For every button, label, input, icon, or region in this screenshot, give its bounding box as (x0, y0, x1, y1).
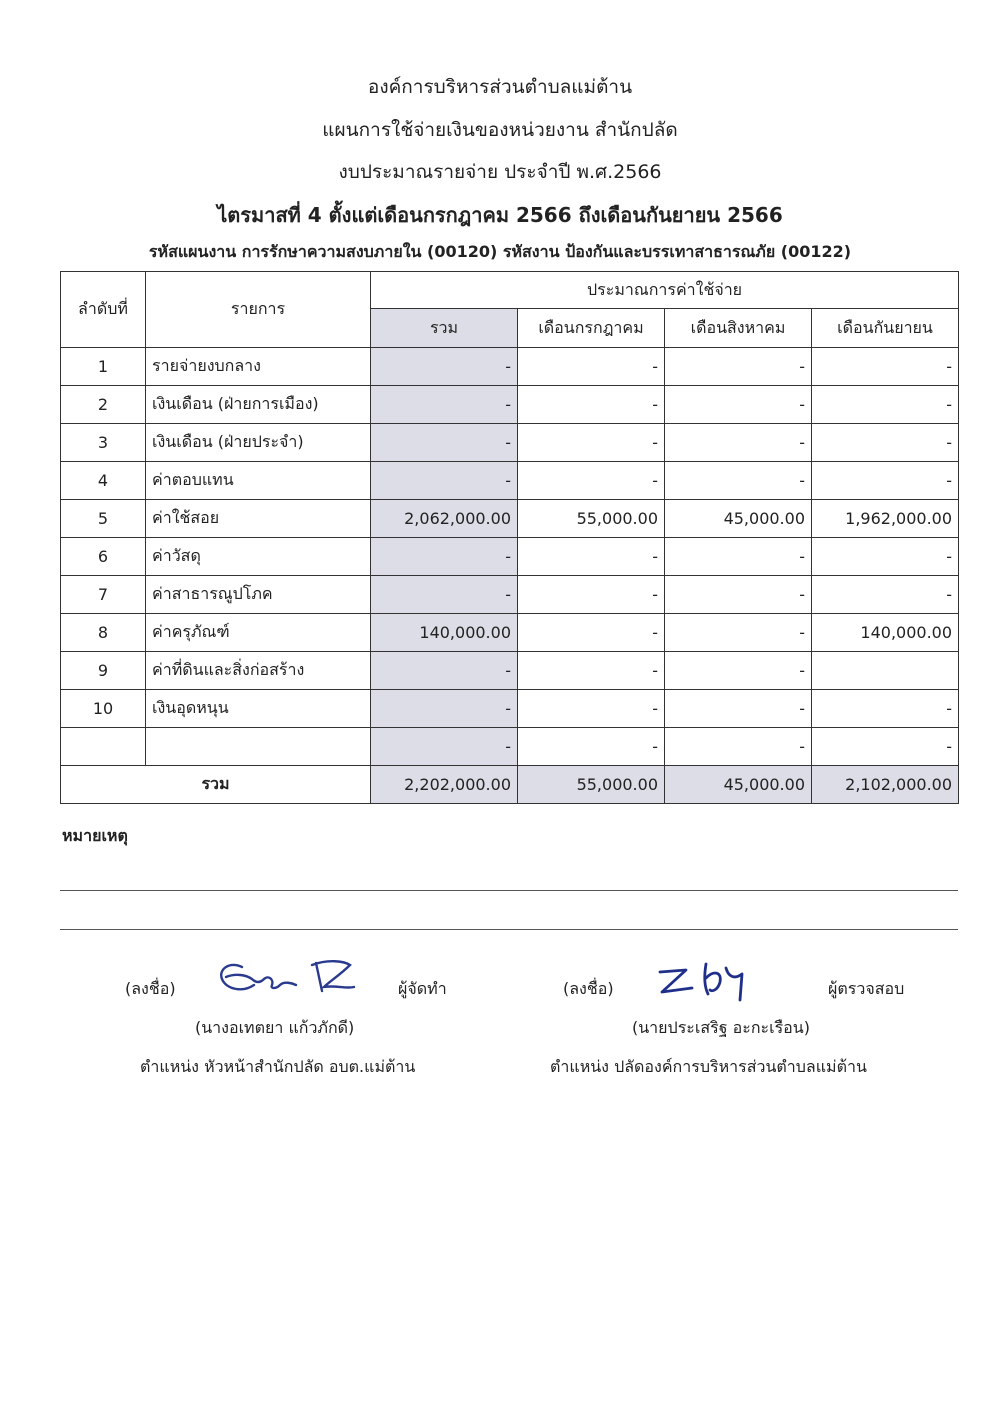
row-item: ค่าใช้สอย (146, 500, 371, 538)
row-september: - (812, 690, 959, 728)
budget-table (60, 271, 959, 804)
row-september: - (812, 348, 959, 386)
quarter-title: ไตรมาสที่ 4 ตั้งแต่เดือนกรกฎาคม 2566 ถึงเดือนกันยายน 2566 (217, 203, 783, 227)
col-header-total: รวม (371, 309, 518, 348)
row-august: - (665, 614, 812, 652)
row-item: ค่าครุภัณฑ์ (146, 614, 371, 652)
total-row (61, 766, 959, 804)
table-row (61, 652, 959, 690)
table-row (61, 348, 959, 386)
row-july: - (518, 652, 665, 690)
table-row (61, 728, 959, 766)
row-august: - (665, 348, 812, 386)
row-august: 45,000.00 (665, 500, 812, 538)
row-total: - (371, 728, 518, 766)
row-july: - (518, 348, 665, 386)
right-role: ผู้ตรวจสอบ (828, 979, 905, 998)
row-total: - (371, 462, 518, 500)
sum-august: 45,000.00 (665, 766, 812, 804)
row-item: เงินเดือน (ฝ่ายการเมือง) (146, 386, 371, 424)
row-july: - (518, 538, 665, 576)
right-name: (นายประเสริฐ อะกะเรือน) (632, 1018, 810, 1037)
table-row (61, 462, 959, 500)
plan-codes: รหัสแผนงาน การรักษาความสงบภายใน (00120) รหัสงาน ป้องกันและบรรเทาสาธารณภัย (00122) (148, 242, 852, 261)
row-september: - (812, 386, 959, 424)
remark-line (60, 890, 958, 891)
row-august: - (665, 728, 812, 766)
row-no: 3 (61, 424, 146, 462)
row-july: - (518, 462, 665, 500)
row-july: - (518, 576, 665, 614)
remark-line (60, 929, 958, 930)
row-no (61, 728, 146, 766)
sum-july: 55,000.00 (518, 766, 665, 804)
row-no: 4 (61, 462, 146, 500)
table-row (61, 690, 959, 728)
left-name: (นางอเทตยา แก้วภักดี) (195, 1018, 355, 1037)
row-august: - (665, 424, 812, 462)
row-september: - (812, 576, 959, 614)
org-title: องค์การบริหารส่วนตำบลแม่ต้าน (367, 76, 633, 98)
right-sign-label: (ลงชื่อ) (563, 979, 614, 998)
row-total: - (371, 538, 518, 576)
left-position: ตำแหน่ง หัวหน้าสำนักปลัด อบต.แม่ต้าน (140, 1057, 416, 1076)
col-header-august: เดือนสิงหาคม (665, 309, 812, 348)
row-no: 7 (61, 576, 146, 614)
row-september (812, 652, 959, 690)
remark-label: หมายเหตุ (62, 826, 128, 845)
col-header-no: ลำดับที่ (61, 272, 146, 348)
table-body (61, 348, 959, 766)
budget-title: งบประมาณรายจ่าย ประจำปี พ.ศ.2566 (338, 161, 662, 183)
row-item: ค่าสาธารณูปโภค (146, 576, 371, 614)
row-total: 140,000.00 (371, 614, 518, 652)
row-total: - (371, 652, 518, 690)
row-no: 1 (61, 348, 146, 386)
row-july: - (518, 728, 665, 766)
row-august: - (665, 462, 812, 500)
row-august: - (665, 576, 812, 614)
row-no: 2 (61, 386, 146, 424)
row-august: - (665, 652, 812, 690)
row-september: 140,000.00 (812, 614, 959, 652)
left-role: ผู้จัดทำ (398, 979, 447, 998)
row-july: - (518, 614, 665, 652)
row-september: - (812, 462, 959, 500)
table-row (61, 576, 959, 614)
row-july: 55,000.00 (518, 500, 665, 538)
total-label: รวม (61, 766, 371, 804)
row-item: เงินเดือน (ฝ่ายประจำ) (146, 424, 371, 462)
row-july: - (518, 386, 665, 424)
row-no: 10 (61, 690, 146, 728)
row-august: - (665, 538, 812, 576)
col-header-september: เดือนกันยายน (812, 309, 959, 348)
sum-september: 2,102,000.00 (812, 766, 959, 804)
table-row (61, 538, 959, 576)
table-row (61, 500, 959, 538)
col-header-estimate: ประมาณการค่าใช้จ่าย (371, 272, 959, 309)
row-july: - (518, 690, 665, 728)
col-header-item: รายการ (146, 272, 371, 348)
row-item: เงินอุดหนุน (146, 690, 371, 728)
row-item (146, 728, 371, 766)
row-september: - (812, 424, 959, 462)
row-total: - (371, 424, 518, 462)
row-item: ค่าที่ดินและสิ่งก่อสร้าง (146, 652, 371, 690)
row-august: - (665, 386, 812, 424)
row-august: - (665, 690, 812, 728)
col-header-july: เดือนกรกฎาคม (518, 309, 665, 348)
row-total: - (371, 690, 518, 728)
row-no: 5 (61, 500, 146, 538)
signature-left-icon (212, 955, 362, 1000)
signature-right-icon (652, 958, 762, 1003)
sum-total: 2,202,000.00 (371, 766, 518, 804)
table-row (61, 386, 959, 424)
row-july: - (518, 424, 665, 462)
left-sign-label: (ลงชื่อ) (125, 979, 176, 998)
table-row (61, 614, 959, 652)
row-item: ค่าวัสดุ (146, 538, 371, 576)
row-total: - (371, 348, 518, 386)
row-total: 2,062,000.00 (371, 500, 518, 538)
row-september: 1,962,000.00 (812, 500, 959, 538)
row-item: ค่าตอบแทน (146, 462, 371, 500)
row-no: 6 (61, 538, 146, 576)
plan-title: แผนการใช้จ่ายเงินของหน่วยงาน สำนักปลัด (322, 119, 678, 141)
row-september: - (812, 728, 959, 766)
right-position: ตำแหน่ง ปลัดองค์การบริหารส่วนตำบลแม่ต้าน (550, 1057, 867, 1076)
row-total: - (371, 386, 518, 424)
table-row (61, 424, 959, 462)
row-total: - (371, 576, 518, 614)
row-september: - (812, 538, 959, 576)
row-no: 8 (61, 614, 146, 652)
row-no: 9 (61, 652, 146, 690)
row-item: รายจ่ายงบกลาง (146, 348, 371, 386)
